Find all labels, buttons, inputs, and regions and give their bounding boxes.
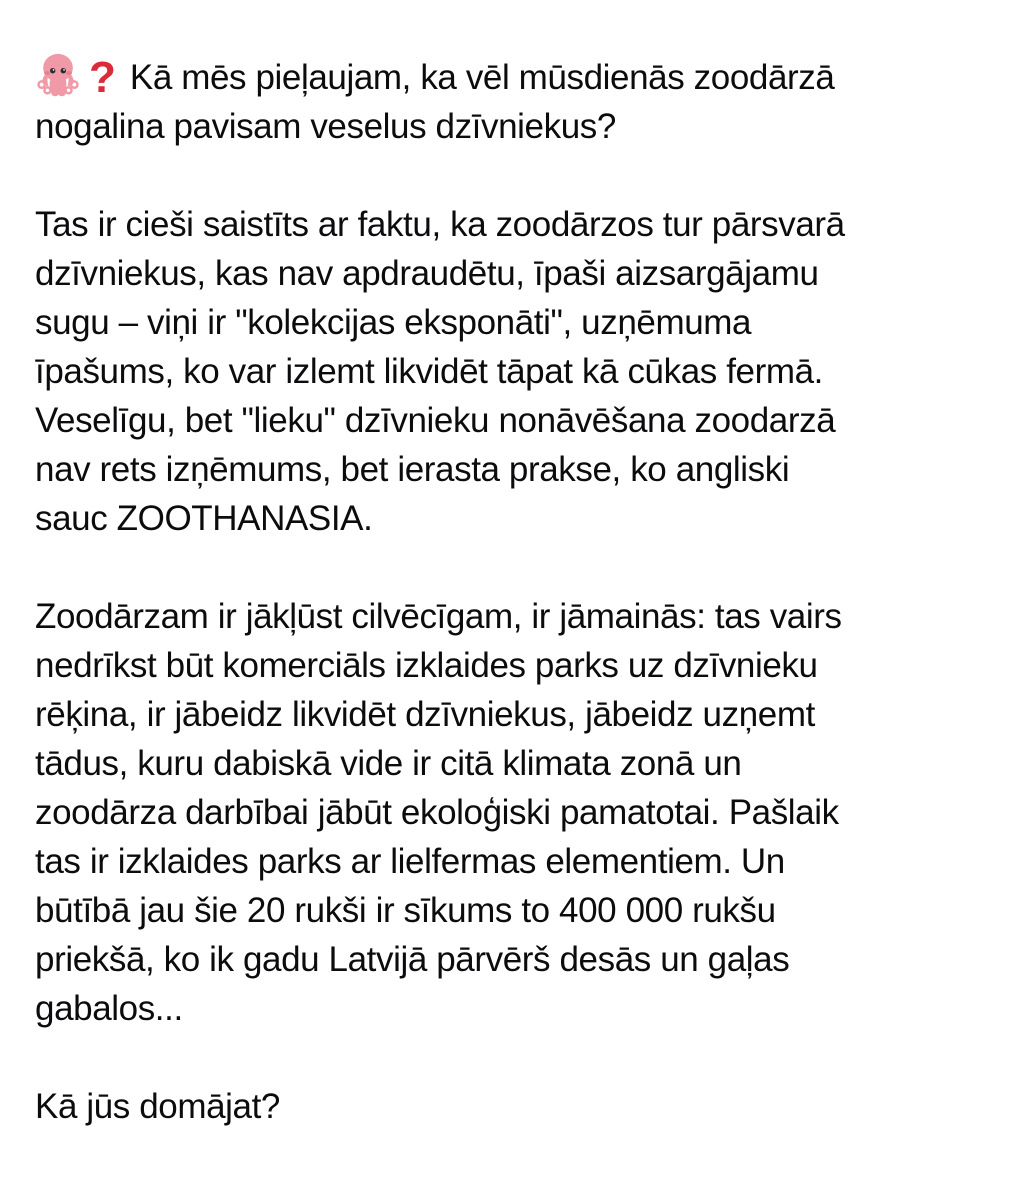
post-line-text: sugu – viņi ir "kolekcijas eksponāti", uzņēmuma	[35, 303, 752, 342]
post-line-text: Tas ir cieši saistīts ar faktu, ka zoodārzos tur pārsvarā	[35, 205, 845, 244]
post-line-text: nogalina pavisam veselus dzīvniekus?	[35, 107, 616, 146]
post-line-text: Kā mēs pieļaujam, ka vēl mūsdienās zoodārzā	[129, 58, 835, 97]
octopus-emoji-icon	[35, 52, 81, 98]
post-line-text: īpašums, ko var izlemt likvidēt tāpat kā cūkas fermā.	[35, 352, 823, 391]
post-paragraph-2	[35, 200, 993, 543]
post-line-text: zoodārza darbībai jābūt ekoloģiski pamatotai. Pašlaik	[35, 793, 839, 832]
post-paragraph-1	[35, 52, 993, 151]
red-question-mark-icon: ?	[89, 53, 116, 102]
post-line-text: priekšā, ko ik gadu Latvijā pārvērš desās un gaļas	[35, 940, 790, 979]
post-line-text: tādus, kuru dabiskā vide ir citā klimata zonā un	[35, 744, 742, 783]
post-line-text: dzīvniekus, kas nav apdraudētu, īpaši aizsargājamu	[35, 254, 819, 293]
post-line-text: rēķina, ir jābeidz likvidēt dzīvniekus, jābeidz uzņemt	[35, 695, 815, 734]
post-line-text: būtībā jau šie 20 rukši ir sīkums to 400 000 rukšu	[35, 891, 776, 930]
post-paragraph-3	[35, 592, 993, 1033]
post-line-text: nedrīkst būt komerciāls izklaides parks uz dzīvnieku	[35, 646, 818, 685]
post-line-text: Kā jūs domājat?	[35, 1087, 280, 1126]
post-line-text: tas ir izklaides parks ar lielfermas elementiem. Un	[35, 842, 785, 881]
post-line-text: nav rets izņēmums, bet ierasta prakse, ko angliski	[35, 450, 790, 489]
post-paragraph-4	[35, 1082, 993, 1131]
post-line-text: Veselīgu, bet "lieku" dzīvnieku nonāvēšana zoodarzā	[35, 401, 836, 440]
post-line	[35, 52, 993, 102]
post-line-text: gabalos...	[35, 989, 183, 1028]
post-line-text: sauc ZOOTHANASIA.	[35, 499, 373, 538]
post-line-text: Zoodārzam ir jākļūst cilvēcīgam, ir jāmainās: tas vairs	[35, 597, 842, 636]
